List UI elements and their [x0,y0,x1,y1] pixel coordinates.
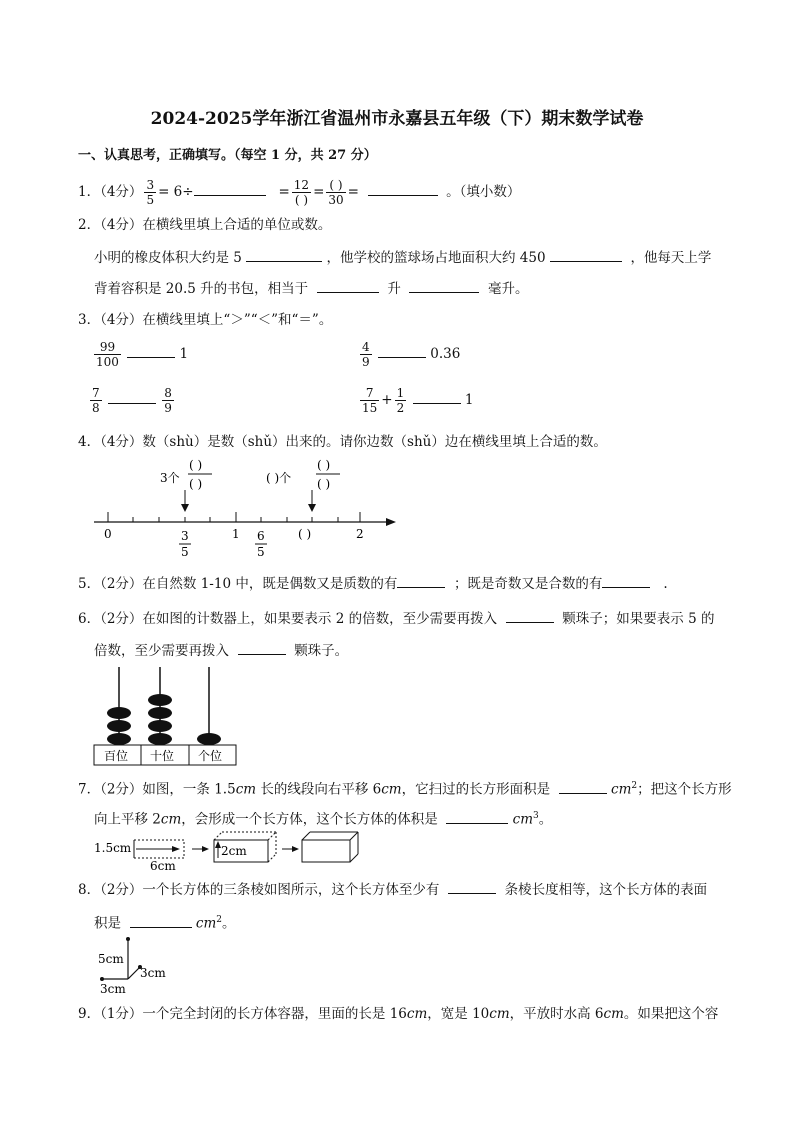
question-7-line-1: 7．（2分）如图，一条 1.5cm 长的线段向右平移 6cm，它扫过的长方形面积是 $cm^2$；把这个长方形 [78,776,732,800]
question-6-line-2 [94,640,348,661]
edge-label-3cm-diag: 3cm [140,966,166,980]
q3b-blank[interactable] [378,343,426,358]
nl-tick-1: 1 [232,527,240,541]
nl-label1-den[interactable]: ( ) [189,477,203,491]
q3-compare-d [358,386,473,415]
q8-text-b: 条棱长度相等，这个长方体的表面 [504,882,708,898]
nl-label2-num[interactable]: ( ) [317,458,331,472]
q2-text-d: 背着容积是 20.5 升的书包，相当于 [94,281,309,297]
q3a-blank[interactable] [127,343,175,358]
q5-blank-2[interactable] [602,573,650,588]
fig7-label-1-5cm: 1.5cm [94,841,132,855]
nl-arrow1-head [181,504,189,512]
q1-eq: = [278,184,290,200]
q3b-right: 0.36 [430,346,461,362]
q1-eq-2: = [313,184,325,200]
q6-text-d: 颗珠子。 [294,643,349,659]
q3d-right: 1 [464,392,474,408]
q9-unit-1: cm [406,1006,428,1022]
nl-tick-2: 2 [356,527,364,541]
nl-ticks [108,512,360,522]
q5-text-1: 5．（2分）在自然数 1-10 中，既是偶数又是质数的有 [78,576,398,592]
q2-text-e: 升 [387,281,401,297]
nl-frac-3-5-num: 3 [181,529,189,543]
q8-unit: cm [195,915,217,932]
q2-blank-3[interactable] [317,278,379,293]
q2-text-f: 毫升。 [488,281,529,297]
q3c-blank[interactable] [108,389,156,404]
q9-text-d: 。如果把这个容 [623,1006,719,1022]
q7-unit-1: cm [235,781,257,798]
question-1 [78,178,520,207]
q1-blank-2[interactable] [368,181,438,196]
q8-text-c: 积是 [94,915,121,932]
q3d-plus: + [381,392,393,408]
q1-prefix: 1．（4分） [78,184,143,200]
abacus-label-ones: 个位 [198,749,223,763]
nl-frac-6-5-den: 5 [257,545,265,559]
nl-label-n-ge[interactable]: ( )个 [266,471,292,485]
q3c-rden: 9 [164,401,172,415]
q1-f3-num[interactable]: ( ) [326,178,345,193]
q5-text-2: ；既是奇数又是合数的有 [453,576,603,592]
nl-axis-arrow [386,518,396,526]
q8-blank-2[interactable] [130,913,192,928]
q3a-right: 1 [179,346,189,362]
q1-f2-num: 12 [293,178,310,192]
q2-blank-4[interactable] [409,278,479,293]
nl-frac-6-5-num: 6 [257,529,265,543]
abacus-label-hundreds: 百位 [104,749,129,763]
question-2-prompt: 2．（4分）在横线里填上合适的单位或数。 [78,217,332,233]
translation-figure [92,826,362,872]
q3c-rnum: 8 [164,386,172,400]
edge-label-5cm: 5cm [98,952,124,966]
q7-unit-3: cm [611,781,632,798]
q2-text-c: ，他每天上学 [630,250,712,266]
q1-f2-den[interactable]: ( ) [294,193,309,207]
q3d-den2: 2 [396,401,405,415]
q7-blank-2[interactable] [446,809,508,824]
question-4-prompt: 4．（4分）数（shù）是数（shǔ）出来的。请你边数（shǔ）边在横线里填上合适的数。 [78,434,607,450]
abacus-label-tens: 十位 [150,749,175,763]
question-7-line-2: 向上平移 2cm，会形成一个长方体，这个长方体的体积是 $cm^3$。 [94,806,552,830]
question-8-line-2: 积是 $cm^2$。 [94,910,236,934]
q6-blank-1[interactable] [506,608,554,623]
q1-fraction-3-5 [144,178,156,207]
fig7-prism-solid [302,832,358,862]
q2-text-a: 小明的橡皮体积大约是 5 [94,250,242,266]
nl-arrow2-head [308,504,316,512]
q7-text-b: 长的线段向右平移 6 [256,781,382,798]
q9-text-b: ，宽是 10 [427,1006,490,1022]
q7-text-a: 7．（2分）如图，一条 1.5 [78,781,236,798]
fig7-label-2cm: 2cm [221,844,247,858]
edges-figure [96,933,186,997]
q9-unit-2: cm [489,1006,510,1022]
q7-text-d: ；把这个长方形 [637,781,732,798]
q1-fraction-30 [326,178,345,207]
q7-text-e: 向上平移 2 [94,811,161,828]
q3b-den: 9 [362,355,370,369]
abacus-beads-hundreds [107,707,131,745]
q7-unit-4: cm [160,811,182,828]
q3-compare-c [88,386,176,415]
q1-fraction-12 [292,178,311,207]
q3b-num: 4 [362,340,370,354]
q2-text-b: ，他学校的篮球场占地面积大约 450 [326,250,546,266]
q8-text-a: 8．（2分）一个长方体的三条棱如图所示，这个长方体至少有 [78,882,440,898]
q7-unit-5: cm [512,811,534,828]
q1-f1-den: 5 [146,193,155,207]
q3c-num: 7 [92,386,100,400]
nl-label1-num[interactable]: ( ) [189,458,203,472]
abacus-beads-ones [197,733,221,745]
q3a-num: 99 [94,340,121,355]
q7-unit-2: cm [381,781,402,798]
nl-tick-0: 0 [104,527,112,541]
page-title: 2024-2025学年浙江省温州市永嘉县五年级（下）期末数学试卷 [150,109,644,129]
q1-eq-3: = [347,184,359,200]
q7-text-c: ，它扫过的长方形面积是 [401,781,551,798]
question-3-prompt: 3．（4分）在横线里填上“＞”“＜”和“＝”。 [78,312,333,328]
q3d-blank[interactable] [413,389,461,404]
question-2-line-1 [94,247,711,268]
q1-blank-1[interactable] [194,181,266,196]
q7-text-f: ，会形成一个长方体，这个长方体的体积是 [181,811,438,828]
q9-unit-3: cm [603,1006,624,1022]
q9-text-c: ，平放时水高 6 [509,1006,604,1022]
q5-blank-1[interactable] [397,573,445,588]
q5-end: . [663,576,668,592]
q6-blank-2[interactable] [238,640,286,655]
q8-blank-1[interactable] [448,879,496,894]
edge-diagonal-3cm [128,967,140,979]
q1-f3-den: 30 [328,193,344,207]
q2-blank-1[interactable] [246,247,322,262]
q6-text-c: 倍数，至少需要再拨入 [94,643,229,659]
q6-text-b: 颗珠子；如果要表示 5 的 [562,611,715,627]
q7-blank-1[interactable] [559,779,607,794]
question-8-line-1 [78,879,707,900]
abacus-figure [92,663,238,767]
q6-text-a: 6．（2分）在如图的计数器上，如果要表示 2 的倍数，至少需要再拨入 [78,611,498,627]
q9-text-a: 9．（1分）一个完全封闭的长方体容器，里面的长是 16 [78,1006,407,1022]
q3c-den: 8 [92,401,100,415]
q2-blank-2[interactable] [550,247,622,262]
q3-compare-b [358,340,460,369]
q3d-num2: 1 [396,386,405,400]
nl-label-3ge: 3个 [160,471,180,485]
q3d-den1: 15 [362,401,378,415]
question-2-line-2 [94,278,529,299]
fig7-label-6cm: 6cm [150,859,176,872]
q1-eq-div: = 6÷ [158,184,194,200]
nl-frac-3-5-den: 5 [181,545,189,559]
question-6-line-1 [78,608,714,629]
question-5 [78,573,668,594]
q3a-den: 100 [96,355,119,369]
q1-f1-num: 3 [146,178,155,192]
number-line-figure [88,452,408,564]
nl-label2-den[interactable]: ( ) [317,477,331,491]
q1-suffix: 。（填小数） [446,184,521,200]
edge-label-3cm-bottom: 3cm [100,982,126,996]
question-9 [78,1004,718,1024]
q3d-num1: 7 [360,386,379,401]
nl-blank-paren[interactable]: ( ) [298,527,312,541]
q3-compare-a [92,340,188,369]
section-heading: 一、认真思考，正确填写。（每空 1 分，共 27 分） [78,148,377,163]
